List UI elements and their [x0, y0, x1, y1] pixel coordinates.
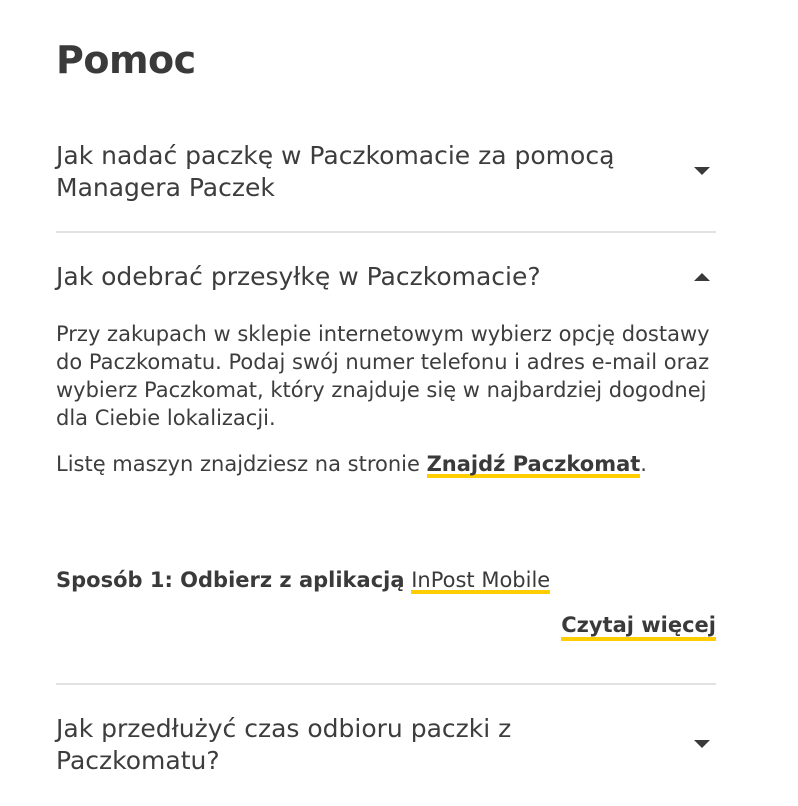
- faq-item-pickup-parcel: [56, 261, 716, 293]
- faq-question: Jak nadać paczkę w Paczkomacie za pomocą Managera Paczek: [56, 141, 615, 202]
- method-label: Sposób 1: Odbierz z aplikacją: [56, 568, 405, 592]
- faq-question: Jak odebrać przesyłkę w Paczkomacie?: [56, 262, 541, 291]
- chevron-down-icon[interactable]: [694, 740, 710, 748]
- faq-item-send-parcel: [56, 140, 716, 204]
- answer-text-suffix: .: [640, 452, 647, 476]
- faq-toggle-pickup-parcel[interactable]: [56, 261, 716, 293]
- divider: [56, 231, 716, 233]
- answer-text-prefix: Listę maszyn znajdziesz na stronie: [56, 452, 427, 476]
- page-title: Pomoc: [56, 38, 196, 82]
- find-paczkomat-link[interactable]: Znajdź Paczkomat: [426, 452, 641, 476]
- faq-question: Jak przedłużyć czas odbioru paczki z Paczkomatu?: [56, 714, 512, 775]
- faq-toggle-send-parcel[interactable]: [56, 140, 716, 204]
- read-more-link[interactable]: Czytaj więcej: [561, 611, 716, 641]
- faq-item-extend-pickup: [56, 713, 716, 777]
- chevron-up-icon[interactable]: [694, 273, 710, 281]
- faq-toggle-extend-pickup[interactable]: [56, 713, 716, 777]
- divider: [56, 683, 716, 685]
- faq-answer: [56, 320, 716, 432]
- method-1: [56, 566, 550, 594]
- answer-paragraph: Przy zakupach w sklepie internetowym wybierz opcję dostawy do Paczkomatu. Podaj swój numer telefonu i adres e-mail oraz wybierz Paczkomat, który znajduje się w najbardziej dogodnej dla Ciebie lokalizacji.: [56, 322, 710, 430]
- inpost-mobile-link[interactable]: InPost Mobile: [411, 568, 551, 592]
- chevron-down-icon[interactable]: [694, 167, 710, 175]
- faq-answer-machines: [56, 450, 716, 478]
- answer-paragraph-machines: [56, 450, 716, 478]
